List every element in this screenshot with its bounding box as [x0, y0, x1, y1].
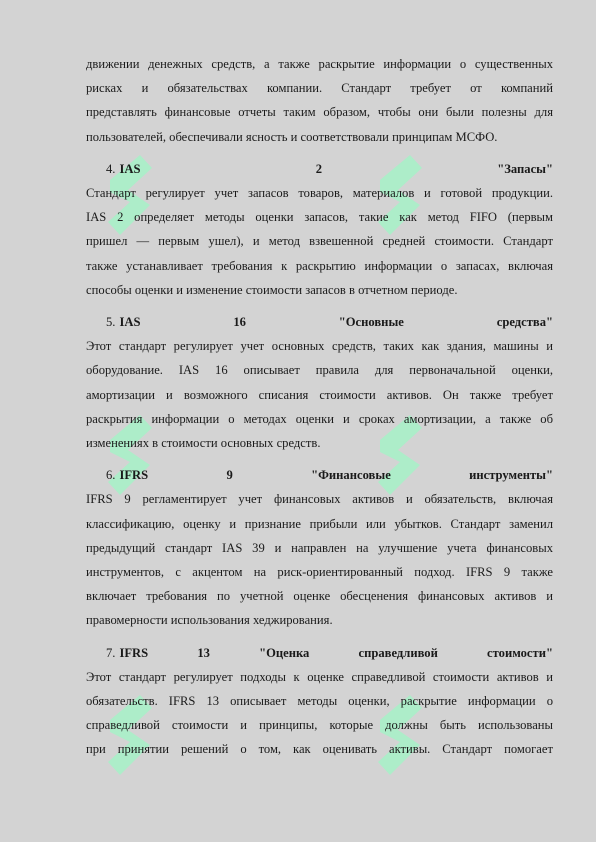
heading-part: IAS: [119, 315, 141, 330]
section-number: 5.: [106, 315, 116, 330]
text-line: обязательств. IFRS 13 описывает методы оценки, раскрытие информации о: [86, 694, 553, 709]
heading-part: справедливой: [358, 645, 438, 660]
text-line: движении денежных средств, а также раскрытие информации о существенных: [86, 57, 553, 71]
heading-part: IAS: [119, 161, 141, 176]
section-ifrs-13: [86, 641, 553, 762]
section-ias-16: [86, 310, 553, 455]
text-line: также устанавливает требования к раскрытию информации о запасах, включая: [86, 258, 553, 273]
text-line: предыдущий стандарт IAS 39 и направлен на улучшение учета финансовых: [86, 540, 553, 555]
heading-part: 13: [197, 645, 210, 660]
text-line: пришел — первым ушел), и метод взвешенной средней стоимости. Стандарт: [86, 234, 553, 249]
text-line: представлять финансовые отчеты таким образом, чтобы они были полезны для: [86, 105, 553, 120]
text-line: амортизации и возможного списания стоимости активов. Он также требует: [86, 387, 553, 402]
heading-part: инструменты": [469, 468, 553, 483]
text-line: Стандарт регулирует учет запасов товаров, материалов и готовой продукции.: [86, 186, 553, 201]
text-line: раскрытия информации о методах оценки и сроках амортизации, а также об: [86, 411, 553, 426]
heading-part: IFRS: [119, 645, 149, 660]
text-line: оборудование. IAS 16 описывает правила для первоначальной оценки,: [86, 363, 553, 378]
heading-part: "Оценка: [259, 645, 310, 660]
text-line: включает требования по учетной оценке обесценения финансовых активов и: [86, 589, 553, 604]
heading-part: средства": [496, 315, 553, 330]
text-line: при принятии решений о том, как оценивать активы. Стандарт помогает: [86, 742, 553, 757]
section-number: 7.: [106, 645, 116, 660]
heading-part: "Запасы": [497, 161, 553, 176]
text-line: IAS 2 определяет методы оценки запасов, такие как метод FIFO (первым: [86, 210, 553, 225]
section-number: 6.: [106, 468, 116, 483]
heading-part: "Финансовые: [311, 468, 391, 483]
heading-part: стоимости": [487, 645, 553, 660]
heading-part: 9: [226, 468, 233, 483]
text-line: Этот стандарт регулирует подходы к оценке справедливой стоимости активов и: [86, 669, 553, 684]
section-heading: [86, 157, 553, 181]
text-line: рисках и обязательствах компании. Стандарт требует от компаний: [86, 81, 553, 96]
text-line: правомерности использования хеджирования.: [86, 613, 333, 628]
section-heading: [86, 463, 553, 487]
heading-part: 2: [315, 161, 322, 176]
document-body: [86, 52, 553, 762]
section-heading: [86, 310, 553, 334]
heading-part: "Основные: [338, 315, 404, 330]
text-line: Этот стандарт регулирует учет основных средств, таких как здания, машины и: [86, 339, 553, 354]
heading-part: 16: [233, 315, 246, 330]
text-line: пользователей, обеспечивали ясность и соответствовали принципам МСФО.: [86, 129, 498, 144]
intro-paragraph: [86, 52, 553, 149]
section-number: 4.: [106, 161, 116, 176]
text-line: изменениях в стоимости основных средств.: [86, 436, 321, 451]
text-line: классификацию, оценку и признание прибыли или убытков. Стандарт заменил: [86, 516, 553, 531]
text-line: инструментов, с акцентом на риск-ориентированный подход. IFRS 9 также: [86, 565, 553, 580]
section-ifrs-9: [86, 463, 553, 632]
text-line: IFRS 9 регламентирует учет финансовых активов и обязательств, включая: [86, 492, 553, 507]
section-heading: [86, 641, 553, 665]
text-line: справедливой стоимости и принципы, которые должны быть использованы: [86, 718, 553, 733]
text-line: способы оценки и изменение стоимости запасов в отчетном периоде.: [86, 282, 458, 297]
section-ias-2: [86, 157, 553, 302]
heading-part: IFRS: [119, 468, 149, 483]
